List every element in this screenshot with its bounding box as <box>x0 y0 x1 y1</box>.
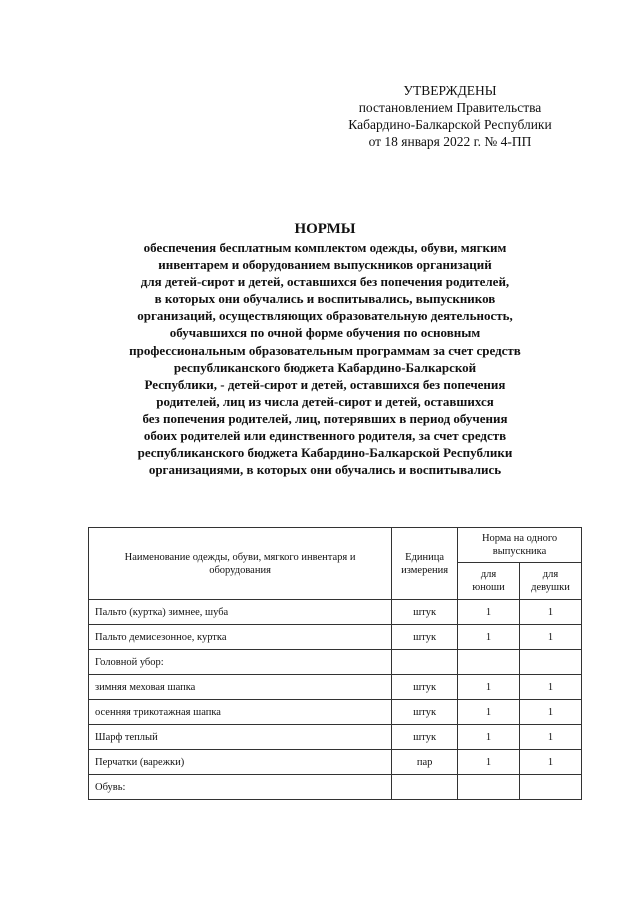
title-line: без попечения родителей, лиц, потерявших в период обучения <box>142 410 508 426</box>
item-girls: 1 <box>520 675 582 700</box>
title-line: в которых они обучались и воспитывались, выпускников <box>154 291 496 307</box>
item-boys <box>458 650 520 675</box>
item-name: Перчатки (варежки) <box>89 750 392 775</box>
table-row <box>89 750 582 775</box>
item-boys: 1 <box>458 600 520 625</box>
approval-republic: Кабардино-Балкарской Республики <box>348 117 552 132</box>
item-girls: 1 <box>520 725 582 750</box>
item-name: осенняя трикотажная шапка <box>89 700 392 725</box>
item-unit <box>392 775 458 800</box>
title-line: Республики, - детей-сирот и детей, оставшихся без попечения <box>144 376 506 392</box>
title-heading: НОРМЫ <box>294 221 356 237</box>
item-girls: 1 <box>520 600 582 625</box>
header-unit: Единица измерения <box>392 528 458 600</box>
header-norm: Норма на одного выпускника <box>458 528 582 563</box>
item-name: Шарф теплый <box>89 725 392 750</box>
title-line: организациями, в которых они обучались и воспитывались <box>148 462 502 478</box>
norms-table <box>88 527 582 800</box>
table-row <box>89 775 582 800</box>
item-boys <box>458 775 520 800</box>
item-unit: штук <box>392 600 458 625</box>
item-boys: 1 <box>458 700 520 725</box>
title-line: инвентарем и оборудованием выпускников организаций <box>158 257 492 273</box>
title-line: обоих родителей или единственного родителя, за счет средств <box>143 428 507 444</box>
table-row <box>89 725 582 750</box>
title-line: обучавшихся по очной форме обучения по основным <box>169 325 481 341</box>
approval-date: от 18 января 2022 г. № 4-ПП <box>368 134 532 149</box>
item-unit: штук <box>392 625 458 650</box>
table-row <box>89 700 582 725</box>
document-title <box>60 220 590 478</box>
approval-resolution: постановлением Правительства <box>358 100 542 115</box>
table-row <box>89 650 582 675</box>
item-boys: 1 <box>458 750 520 775</box>
item-unit: штук <box>392 675 458 700</box>
title-line: организаций, осуществляющих образовательную деятельность, <box>137 308 513 324</box>
header-item-name: Наименование одежды, обуви, мягкого инвентаря и оборудования <box>89 528 392 600</box>
item-unit <box>392 650 458 675</box>
item-girls <box>520 775 582 800</box>
table-row <box>89 625 582 650</box>
item-girls <box>520 650 582 675</box>
title-description <box>60 239 590 478</box>
item-name: Головной убор: <box>89 650 392 675</box>
item-girls: 1 <box>520 700 582 725</box>
title-line: обеспечения бесплатным комплектом одежды, обуви, мягким <box>143 240 507 255</box>
approval-title: УТВЕРЖДЕНЫ <box>403 83 497 98</box>
table-header-row <box>89 528 582 563</box>
title-line: для детей-сирот и детей, оставшихся без попечения родителей, <box>140 274 510 290</box>
title-line: республиканского бюджета Кабардино-Балкарской <box>173 359 477 375</box>
item-unit: пар <box>392 750 458 775</box>
title-line: республиканского бюджета Кабардино-Балкарской Республики <box>137 445 513 461</box>
table-row <box>89 675 582 700</box>
title-line: родителей, лиц из числа детей-сирот и детей, оставшихся <box>156 393 494 409</box>
item-name: Обувь: <box>89 775 392 800</box>
header-boys: для юноши <box>458 563 520 600</box>
table-row <box>89 600 582 625</box>
item-boys: 1 <box>458 725 520 750</box>
item-boys: 1 <box>458 625 520 650</box>
item-boys: 1 <box>458 675 520 700</box>
item-girls: 1 <box>520 750 582 775</box>
item-name: зимняя меховая шапка <box>89 675 392 700</box>
item-name: Пальто (куртка) зимнее, шуба <box>89 600 392 625</box>
header-girls: для девушки <box>520 563 582 600</box>
item-unit: штук <box>392 700 458 725</box>
title-line: профессиональным образовательным программам за счет средств <box>129 342 521 358</box>
approval-block <box>300 82 600 150</box>
item-unit: штук <box>392 725 458 750</box>
item-girls: 1 <box>520 625 582 650</box>
item-name: Пальто демисезонное, куртка <box>89 625 392 650</box>
